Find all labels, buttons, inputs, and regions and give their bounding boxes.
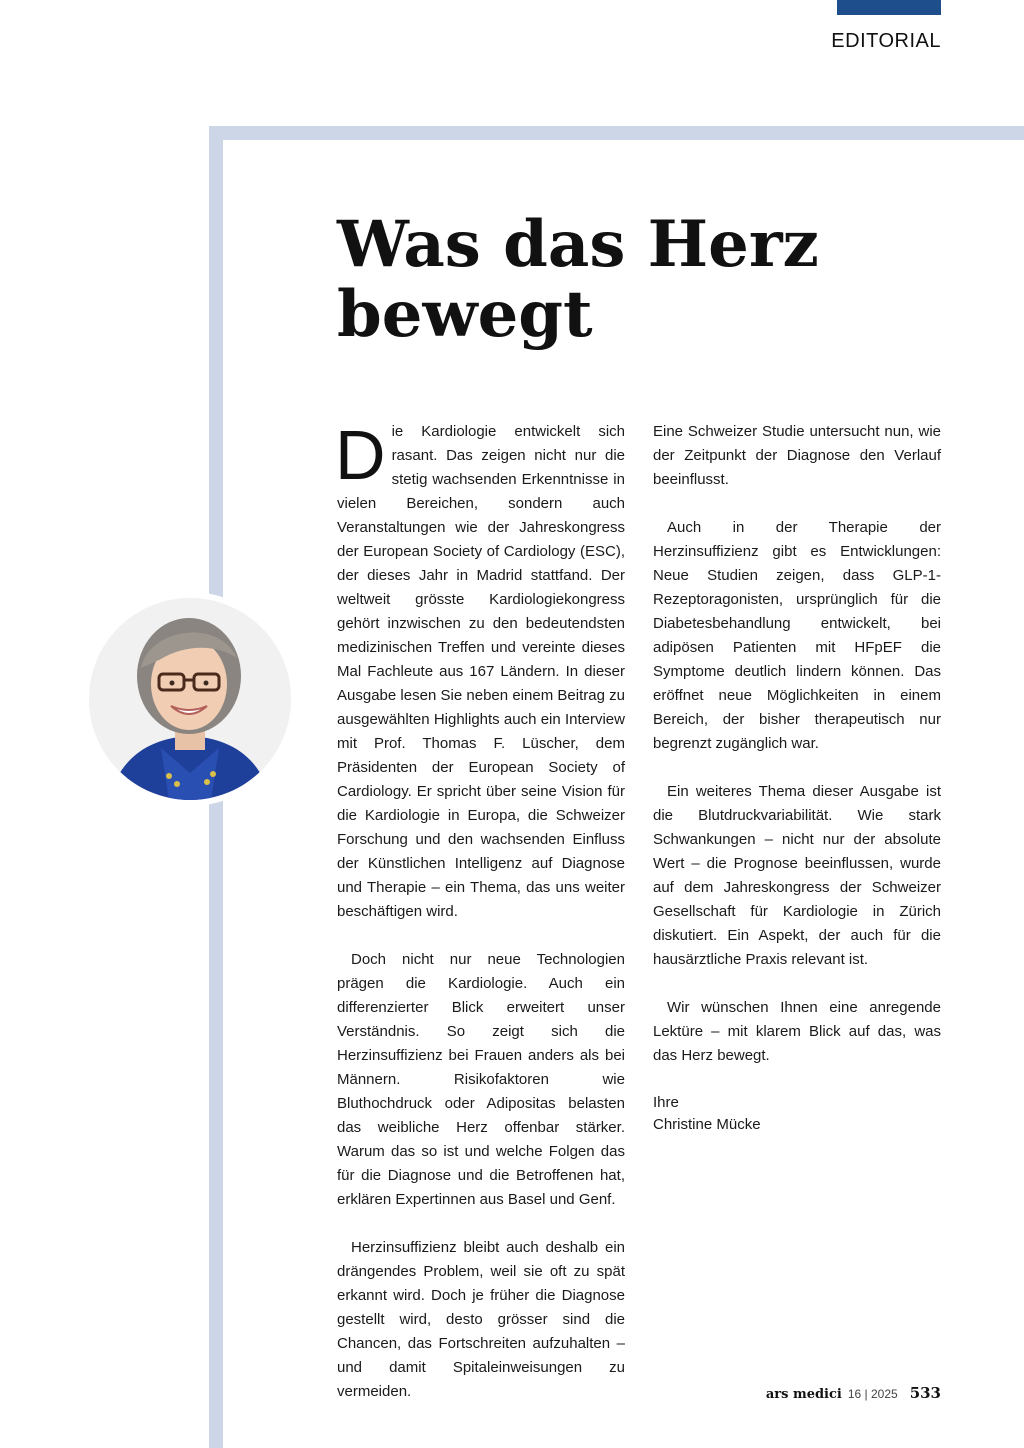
section-label: EDITORIAL [831,30,941,52]
article-title [337,207,937,352]
paragraph-intro-text: ie Kardiologie entwickelt sich rasant. Das zeigen nicht nur die stetig wachsenden Erkenntnisse in vielen Bereichen, sondern auch Veranstaltungen wie der Jahreskongress der European Society of Cardiology (ESC), der dieses Jahr in Madrid stattfand. Der weltweit grösste Kardiologiekongress gehört inzwischen zu den bedeutendsten medizinischen Treffen und vereinte dieses Mal Fachleute aus 167 Ländern. In dieser Ausgabe lesen Sie neben einem Beitrag zu ausgewählten Highlights auch ein Interview mit Prof. Thomas F. Lüscher, dem Präsidenten der European Society of Cardiology. Er spricht über seine Vision für die Kardiologie in Europa, die Schweizer Forschung und den wachsenden Einfluss der Künstlichen Intelligenz auf Diagnose und Therapie – ein Thema, das uns weiter beschäftigen wird. [337,423,625,920]
paragraph-7: Wir wünschen Ihnen eine anregende Lektüre – mit klarem Blick auf das, was das Herz bewegt. [653,999,941,1064]
paragraph-2: Doch nicht nur neue Technologien prägen die Kardiologie. Auch ein differenzierter Blick erweitert unser Verständnis. So zeigt sich die Herzinsuffizienz bei Frauen anders als bei Männern. Risikofaktoren wie Bluthochdruck oder Adipositas belasten das weibliche Herz offenbar stärker. Warum das so ist und welche Folgen das für die Diagnose und die Betroffenen hat, erklären Expertinnen aus Basel und Genf. [337,951,625,1208]
body-column-left [335,416,625,1428]
signoff-greeting: Ihre [653,1094,679,1111]
body-column-right [653,420,941,1136]
signoff-name: Christine Mücke [653,1116,761,1133]
frame-top-rule [209,126,1024,140]
issue-number: 16 | 2025 [847,1387,898,1401]
paragraph-intro [335,416,625,924]
dropcap-letter: D [335,416,386,494]
author-portrait-illustration [89,598,291,800]
paragraph-6: Ein weiteres Thema dieser Ausgabe ist die Blutdruckvariabilität. Wie stark Schwankungen – nicht nur der absolute Wert – die Prognose beeinflussen, wurde auf dem Jahreskongress der Schweizer Gesellschaft für Kardiologie in Zürich diskutiert. Ein Aspekt, der auch für die hausärztliche Praxis relevant ist. [653,783,941,968]
page-number: 533 [909,1384,941,1402]
paragraph-4: Eine Schweizer Studie untersucht nun, wie der Zeitpunkt der Diagnose den Verlauf beeinflusst. [653,423,941,488]
author-portrait [83,592,297,806]
page-footer [766,1384,941,1402]
paragraph-5: Auch in der Therapie der Herzinsuffizienz gibt es Entwicklungen: Neue Studien zeigen, dass GLP-1-Rezeptoragonisten, ursprünglich für die Diabetesbehandlung entwickelt, bei adipösen Patienten mit HFpEF die Symptome deutlich lindern können. Das eröffnet neue Möglichkeiten in einem Bereich, der bisher therapeutisch nur begrenzt zugänglich war. [653,519,941,752]
magazine-name: ars medici [765,1387,842,1402]
title-line-1: Was das Herz [337,207,819,282]
signoff [653,1092,941,1136]
paragraph-3: Herzinsuffizienz bleibt auch deshalb ein drängendes Problem, weil sie oft zu spät erkannt wird. Doch je früher die Diagnose gestellt wird, desto grösser sind die Chancen, das Fortschreiten aufzuhalten – und damit Spitaleinweisungen zu vermeiden. [337,1239,625,1400]
section-color-bar [837,0,941,15]
title-line-2: bewegt [337,277,593,352]
